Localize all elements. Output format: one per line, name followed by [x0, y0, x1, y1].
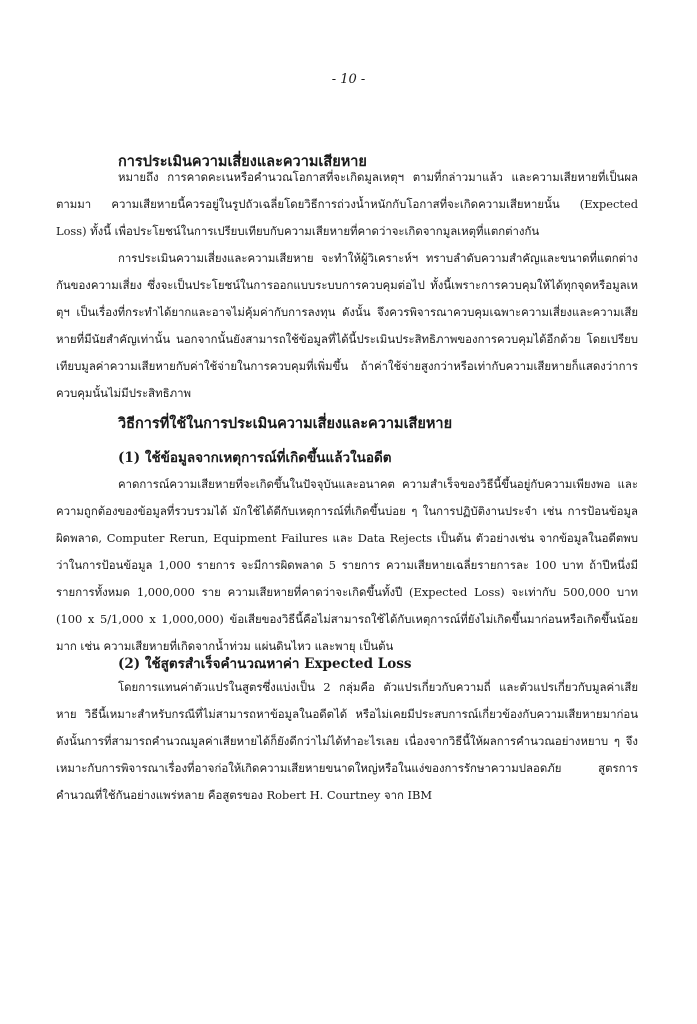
- section-title-assessment-methods: วิธีการที่ใช้ในการประเมินความเสี่ยงและความเสียหาย: [118, 415, 453, 432]
- paragraph-formula: โดยการแทนค่าตัวแปรในสูตรซึ่งแบ่งเป็น 2 กลุ่มคือ ตัวแปรเกี่ยวกับความถี่ และตัวแปรเกี่ยวกับมูลค่าเสียหาย วิธีนี้เหมาะสำหรับกรณีที่ไม่สามารถหาข้อมูลในอดีตได้ หรือไม่เคยมีประสบการณ์เกี่ยวข้องกับความเสียหายมาก่อน ดังนั้นการที่สามารถคำนวณมูลค่าเสียหายได้ก็ยังดีกว่าไม่ได้ทำอะไรเลย เนื่องจากวิธีนี้ให้ผลการคำนวณอย่างหยาบ ๆ จึงเหมาะกับการพิจารณาเรื่องที่อาจก่อให้เกิดความเสียหายขนาดใหญ่หรือในแง่ของการรักษาความปลอดภัย สูตรการคำนวณที่ใช้กันอย่างแพร่หลาย คือสูตรของ Robert H. Courtney จาก IBM: [56, 680, 638, 802]
- paragraph-historical-data: คาดการณ์ความเสียหายที่จะเกิดขึ้นในปัจจุบันและอนาคต ความสำเร็จของวิธีนี้ขึ้นอยู่กับความเพียงพอ และความถูกต้องของข้อมูลที่รวบรวมได้ มักใช้ได้ดีกับเหตุการณ์ที่เกิดขึ้นบ่อย ๆ ในการปฏิบัติงานประจำ เช่น การป้อนข้อมูลผิดพลาด, Computer Rerun, Equipment Failures และ Data Rejects เป็นต้น ตัวอย่างเช่น จากข้อมูลในอดีตพบว่าในการป้อนข้อมูล 1,000 รายการ จะมีการผิดพลาด 5 รายการ ความเสียหายเฉลี่ยรายการละ 100 บาท ถ้าปีหนึ่งมีรายการทั้งหมด 1,000,000 ราย ความเสียหายที่คาดว่าจะเกิดขึ้นทั้งปี (Expected Loss) จะเท่ากับ 500,000 บาท (100 x 5/1,000 x 1,000,000) ข้อเสียของวิธีนี้คือไม่สามารถใช้ได้กับเหตุการณ์ที่ยังไม่เกิดขึ้นมาก่อนหรือเกิดขึ้นน้อยมาก เช่น ความเสียหายที่เกิดจากน้ำท่วม แผ่นดินไหว และพายุ เป็นต้น: [56, 477, 638, 653]
- subsection-title-historical-data: (1) ใช้ข้อมูลจากเหตุการณ์ที่เกิดขึ้นแล้วในอดีต: [118, 450, 392, 466]
- paragraph-assessment-benefit: การประเมินความเสี่ยงและความเสียหาย จะทำให้ผู้วิเคราะห์ฯ ทราบลำดับความสำคัญและขนาดที่แตกต่างกันของความเสี่ยง ซึ่งจะเป็นประโยชน์ในการออกแบบระบบการควบคุมต่อไป ทั้งนี้เพราะการควบคุมให้ได้ทุกจุดหรือมูลเหตุฯ เป็นเรื่องที่กระทำได้ยากและอาจไม่คุ้มค่ากับการลงทุน ดังนั้น จึงควรพิจารณาควบคุมเฉพาะความเสี่ยงและความเสียหายที่มีนัยสำคัญเท่านั้น นอกจากนั้นยังสามารถใช้ข้อมูลที่ได้นี้ประเมินประสิทธิภาพของการควบคุมได้อีกด้วย โดยเปรียบเทียบมูลค่าความเสียหายกับค่าใช้จ่ายในการควบคุมที่เพิ่มขึ้น ถ้าค่าใช้จ่ายสูงกว่าหรือเท่ากับความเสียหายก็แสดงว่าการควบคุมนั้นไม่มีประสิทธิภาพ: [56, 251, 639, 400]
- paragraph-definition: หมายถึง การคาดคะเนหรือคำนวณโอกาสที่จะเกิดมูลเหตุฯ ตามที่กล่าวมาแล้ว และความเสียหายที่เป็นผลตามมา ความเสียหายนี้ควรอยู่ในรูปถัวเฉลี่ยโดยวิธีการถ่วงน้ำหนักกับโอกาสที่จะเกิดความเสียหายนั้น (Expected Loss) ทั้งนี้ เพื่อประโยชน์ในการเปรียบเทียบกับความเสียหายที่คาดว่าจะเกิดจากมูลเหตุที่แตกต่างกัน: [56, 170, 638, 238]
- section-title-risk-assessment: การประเมินความเสี่ยงและความเสียหาย: [118, 153, 367, 170]
- subsection-title-formula: (2) ใช้สูตรสำเร็จคำนวณหาค่า Expected Loss: [118, 656, 412, 672]
- page-number: - 10 -: [331, 72, 366, 87]
